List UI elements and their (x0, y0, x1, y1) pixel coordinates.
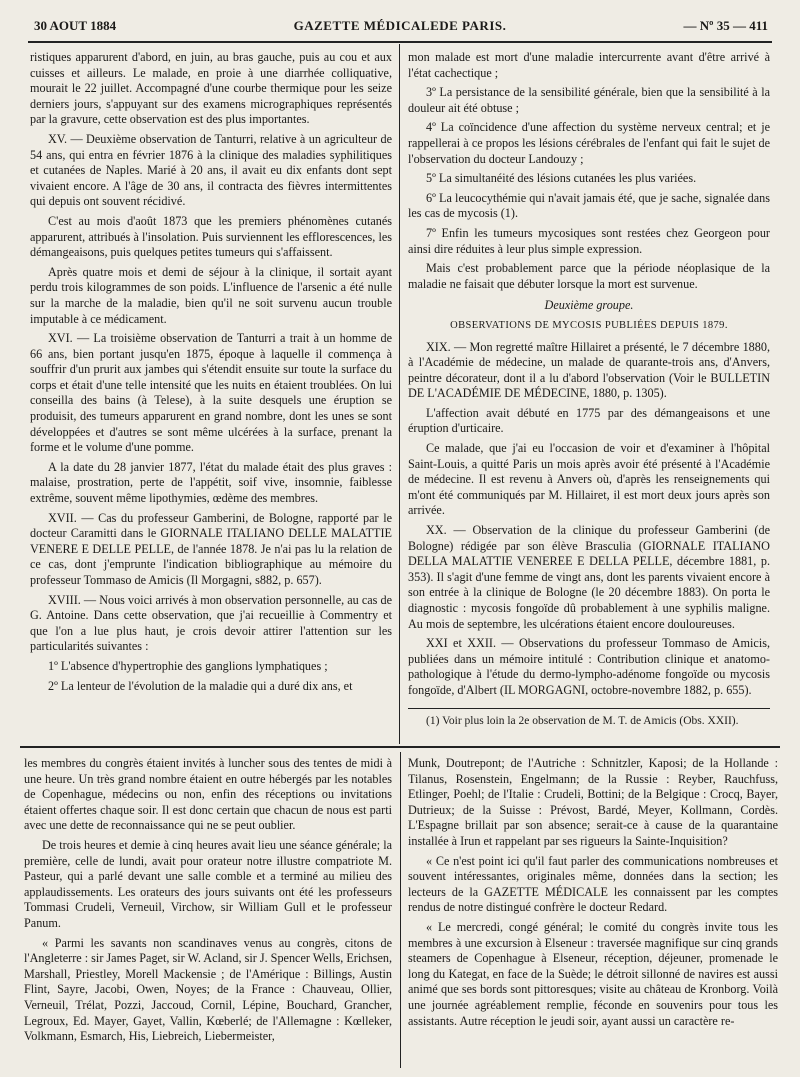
issue-and-page: — Nº 35 — 411 (683, 18, 768, 33)
paragraph: XVII. — Cas du professeur Gamberini, de Bologne, rapporté par le docteur Caramitti dans le GIORNALE ITALIANO DELLE MALATTIE VENERE E DELLE PELLE, de l'année 1878. Je n'ai pas lu la relation de ce cas, dont j'emprunte l'indication bibliographique au mémoire du professeur Tommaso de Amicis (Il Morgagni, s882, p. 657). (30, 510, 392, 587)
paragraph: L'affection avait débuté en 1775 par des démangeaisons et une éruption d'urticaire. (408, 405, 770, 436)
paragraph: OBSERVATIONS DE MYCOSIS PUBLIÉES DEPUIS 1879. (450, 319, 728, 331)
paragraph: 7º Enfin les tumeurs mycosiques sont restées chez Georgeon pour ainsi dire réduites à leur plus simple expression. (408, 225, 770, 256)
paragraph: « Ce n'est point ici qu'il faut parler des communications nombreuses et souvent intéressantes, originales même, données dans la section; les lecteurs de la GAZETTE MÉDICALE les connaissent par les comptes rendus de notre distingué confrère le docteur Redard. (408, 853, 778, 915)
lower-column-divider (400, 752, 401, 1068)
paragraph: XX. — Observation de la clinique du professeur Gamberini (de Bologne) rédigée par son élève Brasculia (GIORNALE ITALIANO DELLA MALATTIE VENEREE E DELLA PELLE, décembre 1881, p. 353). Il s'agit d'une femme de vingt ans, dont les parents vivaient encore à son entrée à la clinique de Bologne (le 20 décembre 1883). On porta le diagnostic : mycosis fongoïde dû probablement à une syphilis maligne. Au mois de septembre, les ulcérations étaient encore douloureuses. (408, 523, 770, 631)
footnote-text: (1) Voir plus loin la 2e observation de M. T. de Amicis (Obs. XXII). (426, 715, 739, 727)
paragraph: XVIII. — Nous voici arrivés à mon observation personnelle, au cas de G. Antoine. Dans cette observation, que j'ai recueillie à Commentry et que l'on a lue plus haut, je crois devoir attirer l'attention sur les particularités suivantes : (30, 592, 392, 654)
paragraph: ristiques apparurent d'abord, en juin, au bras gauche, puis au cou et aux cuisses et ailleurs. Le malade, en proie à une diarrhée colliquative, mourait le 22 juillet. Accompagné d'une courbe thermique pour les seize derniers jours, s'appuyant sur des examens micrographiques représentés par la gravure, cette observation est des plus importantes. (30, 50, 392, 127)
paragraph: A la date du 28 janvier 1877, l'état du malade était des plus graves : malaise, prostration, perte de l'appétit, soif vive, insomnie, faiblesse extrême, souvent même lipothymies, œdème des membres. (30, 459, 392, 506)
paragraph: XXI et XXII. — Observations du professeur Tommaso de Amicis, publiées dans un mémoire intitulé : Contribution clinique et anatomo-pathologique à l'étude du dermo-lympho-adénome fongoïde ou mycosis fongoïde, d'Albert (IL MORGAGNI, octobre-novembre 1882, p. 655). (408, 636, 770, 697)
paragraph: C'est au mois d'août 1873 que les premiers phénomènes cutanés apparurent, attribués à l'insolation. Puis surviennent les efflorescences, les démangeaisons, puis quelques petites tumeurs qui s'affaissent. (30, 213, 392, 260)
paragraph: les membres du congrès étaient invités à luncher sous des tentes de midi à une heure. Un très grand nombre étaient en outre hébergés par les notables de Copenhague, médecins ou non, enfin des réceptions ou invitations étaient offertes chaque soir. Il est donc certain que chacun de nous est parti avec une dette de reconnaissance qui ne se peut oublier. (24, 756, 392, 833)
paragraph: Deuxième groupe. (544, 298, 634, 313)
paragraph: XVI. — La troisième observation de Tanturri a trait à un homme de 66 ans, bien portant jusqu'en 1875, époque à laquelle il commença à souffrir d'un prurit aux jambes qui s'étendit ensuite sur toute la surface du corps et était d'une telle intensité que les nuits en étaient troublées. On lui conseilla des bains (à Telese), à la suite desquels une éruption se produisit, des tumeurs apparurent en grand nombre, dont les unes se sont développées et d'autres se sont même ulcérées à la surface, prenant la forme et le volume d'une pomme. (30, 331, 392, 455)
paragraph: 4º La coïncidence d'une affection du système nerveux central; et je rappellerai à ce propos les lésions cérébrales de l'enfant qui fait le sujet de l'observation du docteur Landouzy ; (408, 120, 770, 166)
upper-right-column (408, 50, 770, 697)
header-rule (28, 41, 772, 43)
footnote-rule (408, 708, 770, 709)
paragraph: XIX. — Mon regretté maître Hillairet a présenté, le 7 décembre 1880, à l'Académie de médecine, un malade de quarante-trois ans, d'Anvers, peintre décorateur, dont il a lu d'abord l'observation (Voir le BULLETIN DE L'ACADÉMIE DE MÉDECINE, 1880, p. 1305). (408, 339, 770, 401)
journal-title: GAZETTE MÉDICALEDE PARIS. (293, 18, 507, 33)
section-divider-rule (20, 746, 780, 748)
page-header (28, 14, 772, 40)
paragraph: Ce malade, que j'ai eu l'occasion de voir et d'examiner à l'hôpital Saint-Louis, a quitté Paris un mois après avoir été présenté à l'Académie de médecine. Il est revenu à Anvers où, d'après les renseignements qui m'ont été communiqués par M. Hillairet, il est mort deux jours après son arrivée. (408, 441, 770, 518)
paragraph: De trois heures et demie à cinq heures avait lieu une séance générale; la première, celle de lundi, avait pour orateur notre illustre compatriote M. Pasteur, qui a parlé devant une salle comble et a terminé au milieu des applaudissements. Les orateurs des jours suivants ont été les professeurs Tommasi Crudeli, Verneuil, Virchow, sir William Gull et le professeur Panum. (24, 837, 392, 930)
paragraph: Après quatre mois et demi de séjour à la clinique, il sortait ayant perdu trois kilogrammes de son poids. L'influence de l'arsenic a été nulle sur la marche de la maladie, bien qu'il ne soit survenu aucun trouble imputable à ce médicament. (30, 264, 392, 326)
paragraph: 3º La persistance de la sensibilité générale, bien que la sensibilité à la douleur ait été obtuse ; (408, 85, 770, 115)
header-date: 30 AOUT 1884 (34, 18, 117, 33)
paragraph: 2º La lenteur de l'évolution de la maladie qui a duré dix ans, et (48, 678, 353, 693)
lower-left-column (24, 756, 392, 1068)
paragraph: Munk, Doutrepont; de l'Autriche : Schnitzler, Kaposi; de la Hollande : Tilanus, Rosenstein, Engelmann; de la Russie : Reyber, Rauchfuss, Etlinger, Poehl; de l'Italie : Crudeli, Bottini; de la Belgique : Crocq, Bayer, Dutrieux; de la Suisse : Prévost, Bardé, Meyer, Kollmann, Cordès. L'Espagne brillait par son absence; serait-ce à cause de la quarantaine installée à Irun et rappelant par ses rigueurs la Sainte-Inquisition? (408, 756, 778, 848)
paragraph: « Parmi les savants non scandinaves venus au congrès, citons de l'Angleterre : sir James Paget, sir W. Acland, sir J. Spencer Wells, Erichsen, Marshall, Priestley, Morell Mackensie ; de l'Amérique : Billings, Austin Flint, Sayre, Jacobi, Owen, Noyes; de la France : Chauveau, Ollier, Verneuil, Trélat, Pozzi, Jaccoud, Cornil, Lépine, Bouchard, Grancher, Legroux, Ed. Mayer, Gayet, Vallin, Kœberlé; de l'Allemagne : Kœlleker, Volkmann, Esmarch, His, Liebreich, Liebermeister, (24, 935, 392, 1044)
paragraph: Mais c'est probablement parce que la période néoplasique de la maladie ne faisait que débuter lorsque la mort est survenue. (408, 261, 770, 291)
lower-right-column (408, 756, 778, 1068)
upper-column-divider (399, 44, 400, 744)
paragraph: « Le mercredi, congé général; le comité du congrès invite tous les membres à une excursion à Elseneur : traversée magnifique sur cinq grands steamers de Copenhague à Elseneur, réception, déjeuner, promenade le long du Kategat, en face de la Suède; le détroit sillonné de navires est aussi animé que ses bords sont pittoresques; visite au château de Kronborg. Voilà une journée agréablement remplie, féconde en souvenirs pour tous les assistants. Autre réception le jeudi soir, ayant aussi un caractère re- (408, 919, 778, 1028)
paragraph: 6º La leucocythémie qui n'avait jamais été, que je sache, signalée dans les cas de mycosis (1). (408, 190, 770, 221)
upper-left-column (30, 50, 392, 740)
paragraph: mon malade est mort d'une maladie intercurrente avant d'être arrivé à l'état cachectique ; (408, 50, 770, 80)
paragraph: 5º La simultanéité des lésions cutanées les plus variées. (426, 171, 697, 186)
footnote (408, 714, 770, 744)
paragraph: XV. — Deuxième observation de Tanturri, relative à un agriculteur de 54 ans, qui entra en février 1876 à la clinique des maladies syphilitiques et cutanées de Naples. Marié à 20 ans, il avait eu dix enfants dont sept vivaient encore. A l'âge de 30 ans, il contracta des fièvres intermittentes qui depuis ont souvent récidivé. (30, 131, 392, 209)
paragraph: 1º L'absence d'hypertrophie des ganglions lymphatiques ; (48, 658, 328, 673)
